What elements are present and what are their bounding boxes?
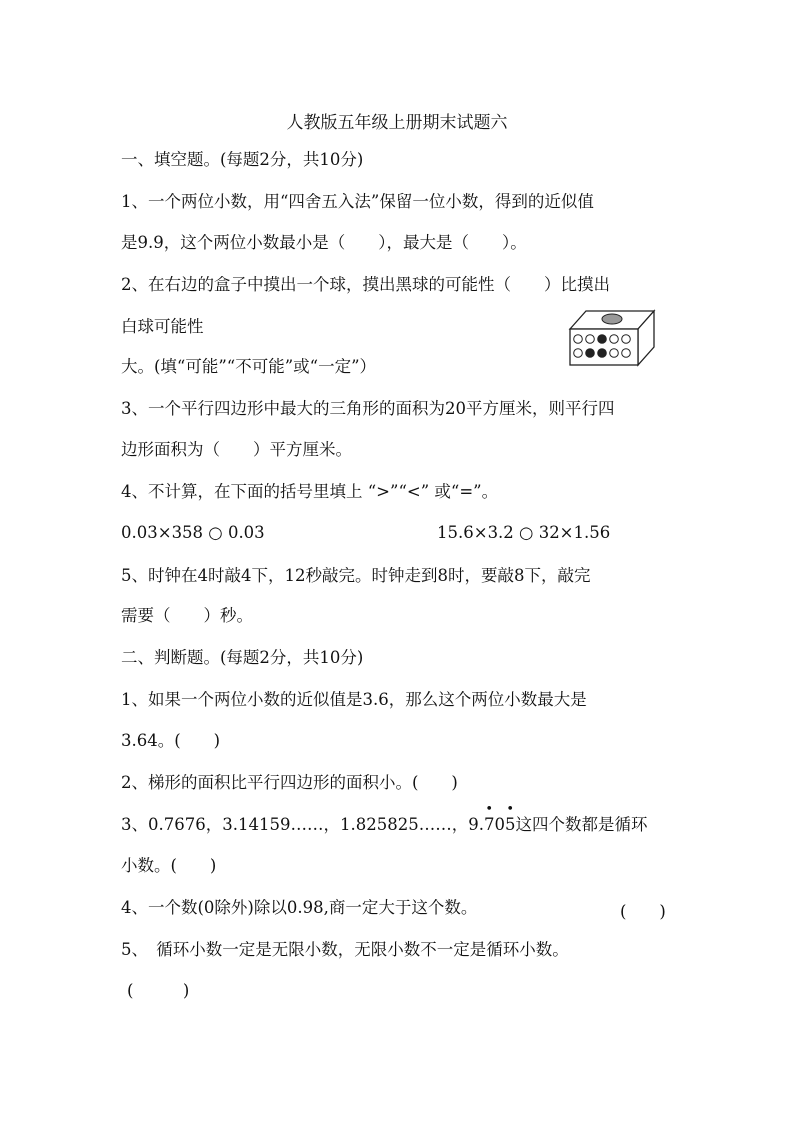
s1-q1-line2: 是9.9，这个两位小数最小是（ ），最大是（ ）。: [121, 233, 527, 252]
white-ball: [622, 335, 631, 344]
s2-q3-line2: 小数。( ): [121, 856, 217, 875]
s2-q5-line1: 5、 循环小数一定是无限小数，无限小数不一定是循环小数。: [121, 940, 569, 959]
s1-q2-line1: 2、在右边的盒子中摸出一个球，摸出黑球的可能性（ ）比摸出: [121, 275, 610, 294]
page-title: 人教版五年级上册期末试题六: [286, 113, 508, 133]
s1-q5-line2: 需要（ ）秒。: [121, 606, 253, 625]
s2-q3-line1: [121, 815, 647, 835]
black-ball: [598, 349, 607, 358]
s1-q4-expr-right: 15.6×3.2 ○ 32×1.56: [437, 523, 611, 542]
s2-q3-prefix: 3、0.7676，3.14159……，1.825825……，9.: [121, 815, 484, 834]
s2-q4-line1: 4、一个数(0除外)除以0.98,商一定大于这个数。: [121, 898, 478, 917]
s2-q1-line2: 3.64。( ): [121, 731, 221, 750]
s1-q3-line1: 3、一个平行四边形中最大的三角形的面积为20平方厘米，则平行四: [121, 399, 615, 418]
white-ball: [574, 335, 583, 344]
section1-heading: 一、填空题。(每题2分，共10分): [121, 150, 364, 169]
s1-q1-line1: 1、一个两位小数，用“四舍五入法”保留一位小数，得到的近似值: [121, 192, 594, 211]
s1-q4-expr-left: 0.03×358 ○ 0.03: [121, 523, 265, 542]
ball-box-image: [566, 307, 658, 367]
black-ball: [586, 349, 595, 358]
s2-q4-answer-paren: ( ): [620, 902, 666, 921]
repeating-digit-start: • 7: [484, 815, 495, 834]
white-ball: [622, 349, 631, 358]
s2-q2-line1: 2、梯形的面积比平行四边形的面积小。( ): [121, 773, 458, 792]
white-ball: [586, 335, 595, 344]
white-ball: [574, 349, 583, 358]
section2-heading: 二、判断题。(每题2分，共10分): [121, 648, 364, 667]
black-ball: [598, 335, 607, 344]
s1-q3-line2: 边形面积为（ ）平方厘米。: [121, 440, 352, 459]
s1-q2-line2: 白球可能性: [121, 317, 204, 336]
s1-q5-line1: 5、时钟在4时敲4下，12秒敲完。时钟走到8时，要敲8下，敲完: [121, 566, 591, 585]
repeating-digit-end: • 5: [505, 815, 516, 834]
repeating-digit-middle: 0: [494, 815, 505, 834]
white-ball: [610, 335, 619, 344]
s2-q3-suffix: 这四个数都是循环: [515, 815, 648, 834]
s1-q2-line3: 大。(填“可能”“不可能”或“一定”）: [121, 357, 377, 376]
s1-q4-line1: 4、不计算，在下面的括号里填上 “>”“<” 或“=”。: [121, 482, 499, 501]
s2-q5-line2: ( ): [127, 981, 190, 1000]
s2-q1-line1: 1、如果一个两位小数的近似值是3.6，那么这个两位小数最大是: [121, 690, 587, 709]
white-ball: [610, 349, 619, 358]
